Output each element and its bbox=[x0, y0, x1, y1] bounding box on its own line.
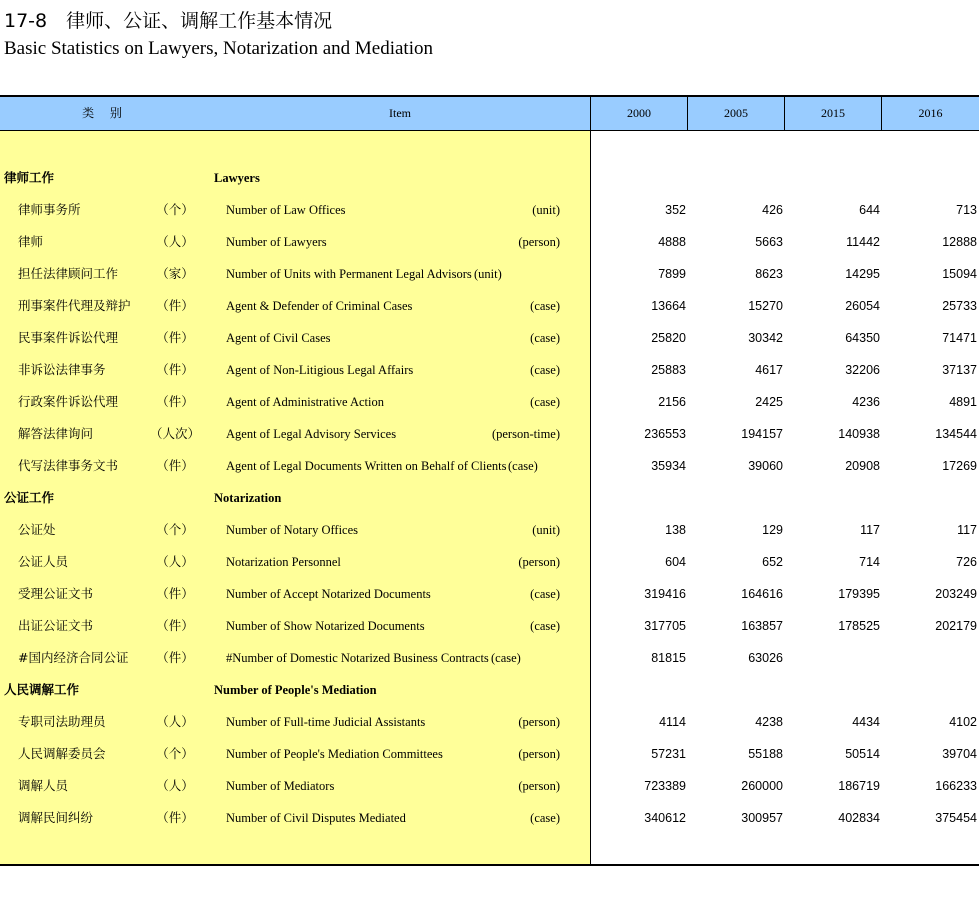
table-cell-value: 352 bbox=[665, 203, 686, 217]
row-label-en: Number of Mediators bbox=[226, 779, 335, 793]
row-label-zh: 专职司法助理员 bbox=[18, 714, 106, 729]
row-label-en: Number of People's Mediation Committees bbox=[226, 747, 443, 761]
row-unit-en: (case) bbox=[491, 651, 521, 665]
table-cell-value: 32206 bbox=[845, 363, 880, 377]
row-label-zh: 出证公证文书 bbox=[18, 618, 94, 633]
table-cell-value: 203249 bbox=[935, 587, 977, 601]
table-cell-value: 17269 bbox=[942, 459, 977, 473]
row-unit-en: (person) bbox=[518, 779, 560, 793]
row-unit-zh: （件） bbox=[156, 586, 194, 601]
row-label-zh: 公证处 bbox=[18, 522, 56, 537]
table-cell-value: 4114 bbox=[659, 715, 686, 729]
row-unit-en: (case) bbox=[508, 459, 538, 473]
row-unit-zh: （个） bbox=[156, 202, 194, 217]
table-cell-value: 4434 bbox=[852, 715, 880, 729]
row-label-en: Agent & Defender of Criminal Cases bbox=[226, 299, 413, 313]
table-cell-value: 604 bbox=[665, 555, 686, 569]
table-cell-value: 2425 bbox=[755, 395, 783, 409]
table-cell-value: 402834 bbox=[838, 811, 880, 825]
header-year-2000: 2000 bbox=[627, 106, 651, 120]
row-unit-zh: （件） bbox=[156, 650, 194, 665]
row-label-en: Agent of Non-Litigious Legal Affairs bbox=[226, 363, 414, 377]
row-unit-en: (person) bbox=[518, 747, 560, 761]
row-unit-en: (case) bbox=[530, 619, 560, 633]
row-unit-en: (unit) bbox=[532, 523, 560, 537]
table-cell-value: 15094 bbox=[942, 267, 977, 281]
table-cell-value: 134544 bbox=[935, 427, 977, 441]
table-cell-value: 39060 bbox=[748, 459, 783, 473]
row-unit-en: (unit) bbox=[474, 267, 502, 281]
row-unit-en: (case) bbox=[530, 587, 560, 601]
table-cell-value: 179395 bbox=[838, 587, 880, 601]
header-year-2015: 2015 bbox=[821, 106, 845, 120]
row-label-zh: 调解民间纠纷 bbox=[18, 810, 94, 825]
table-cell-value: 726 bbox=[956, 555, 977, 569]
table-cell-value: 375454 bbox=[935, 811, 977, 825]
row-label-en: Number of Show Notarized Documents bbox=[226, 619, 425, 633]
table-cell-value: 55188 bbox=[748, 747, 783, 761]
table-cell-value: 178525 bbox=[838, 619, 880, 633]
row-label-en: Agent of Legal Documents Written on Behalf of Clients bbox=[226, 459, 507, 473]
table-cell-value: 652 bbox=[762, 555, 783, 569]
table-cell-value: 25883 bbox=[651, 363, 686, 377]
table-cell-value: 81815 bbox=[651, 651, 686, 665]
table-cell-value: 714 bbox=[859, 555, 880, 569]
table-cell-value: 4102 bbox=[949, 715, 977, 729]
table-cell-value: 166233 bbox=[935, 779, 977, 793]
row-unit-zh: （件） bbox=[156, 330, 194, 345]
header-year-2005: 2005 bbox=[724, 106, 748, 120]
table-cell-value: 64350 bbox=[845, 331, 880, 345]
table-cell-value: 300957 bbox=[741, 811, 783, 825]
table-cell-value: 71471 bbox=[942, 331, 977, 345]
row-label-en: Number of Accept Notarized Documents bbox=[226, 587, 431, 601]
row-label-zh: 人民调解委员会 bbox=[18, 746, 106, 761]
row-unit-zh: （个） bbox=[156, 746, 194, 761]
table-cell-value: 4617 bbox=[755, 363, 783, 377]
table-cell-value: 129 bbox=[762, 523, 783, 537]
row-label-zh: 律师事务所 bbox=[18, 202, 81, 217]
table-cell-value: 63026 bbox=[748, 651, 783, 665]
section-title-zh: 律师工作 bbox=[4, 170, 55, 185]
table-cell-value: 202179 bbox=[935, 619, 977, 633]
row-unit-zh: （人次） bbox=[150, 426, 201, 441]
table-cell-value: 26054 bbox=[845, 299, 880, 313]
table-cell-value: 340612 bbox=[644, 811, 686, 825]
row-label-zh: 非诉讼法律事务 bbox=[18, 362, 106, 377]
section-title-en: Notarization bbox=[214, 491, 282, 505]
row-label-en: Agent of Legal Advisory Services bbox=[226, 427, 397, 441]
table-cell-value: 39704 bbox=[942, 747, 977, 761]
table-cell-value: 117 bbox=[860, 523, 880, 537]
row-unit-en: (person) bbox=[518, 715, 560, 729]
row-label-zh: 受理公证文书 bbox=[18, 586, 94, 601]
row-label-zh: 公证人员 bbox=[18, 554, 69, 569]
row-label-en: Agent of Administrative Action bbox=[226, 395, 384, 409]
row-label-zh: 民事案件诉讼代理 bbox=[18, 330, 119, 345]
row-label-zh: 律师 bbox=[18, 234, 44, 249]
table-cell-value: 13664 bbox=[651, 299, 686, 313]
row-unit-zh: （人） bbox=[156, 234, 194, 249]
row-label-zh: #国内经济合同公证 bbox=[18, 650, 129, 665]
table-cell-value: 37137 bbox=[942, 363, 977, 377]
table-bottom-rule bbox=[0, 864, 979, 866]
table-cell-value: 30342 bbox=[748, 331, 783, 345]
header-item-en: Item bbox=[389, 106, 411, 120]
table-cell-value: 138 bbox=[665, 523, 686, 537]
row-unit-zh: （人） bbox=[156, 554, 194, 569]
row-label-en: Number of Full-time Judicial Assistants bbox=[226, 715, 426, 729]
table-cell-value: 186719 bbox=[838, 779, 880, 793]
row-label-en: Agent of Civil Cases bbox=[226, 331, 331, 345]
table-cell-value: 723389 bbox=[644, 779, 686, 793]
row-unit-en: (person) bbox=[518, 235, 560, 249]
row-label-zh: 行政案件诉讼代理 bbox=[18, 394, 119, 409]
table-cell-value: 14295 bbox=[845, 267, 880, 281]
table-cell-value: 57231 bbox=[651, 747, 686, 761]
row-unit-en: (person) bbox=[518, 555, 560, 569]
page-title-zh: 17-8 律师、公证、调解工作基本情况 bbox=[4, 10, 333, 32]
row-unit-zh: （家） bbox=[156, 266, 194, 281]
table-cell-value: 4888 bbox=[658, 235, 686, 249]
table-cell-value: 163857 bbox=[741, 619, 783, 633]
table-cell-value: 164616 bbox=[741, 587, 783, 601]
table-cell-value: 11442 bbox=[846, 235, 880, 249]
table-cell-value: 4238 bbox=[755, 715, 783, 729]
row-label-en: Notarization Personnel bbox=[226, 555, 341, 569]
section-title-en: Number of People's Mediation bbox=[214, 683, 377, 697]
row-unit-zh: （件） bbox=[156, 618, 194, 633]
table-cell-value: 35934 bbox=[651, 459, 686, 473]
table-cell-value: 15270 bbox=[748, 299, 783, 313]
header-category-zh: 类 别 bbox=[82, 106, 128, 120]
row-unit-zh: （件） bbox=[156, 298, 194, 313]
table-cell-value: 426 bbox=[762, 203, 783, 217]
table-cell-value: 117 bbox=[957, 523, 977, 537]
table-cell-value: 236553 bbox=[644, 427, 686, 441]
row-label-en: Number of Units with Permanent Legal Advisors bbox=[226, 267, 472, 281]
table-cell-value: 25820 bbox=[651, 331, 686, 345]
table-cell-value: 5663 bbox=[755, 235, 783, 249]
table-cell-value: 12888 bbox=[942, 235, 977, 249]
section-title-en: Lawyers bbox=[214, 171, 260, 185]
header-year-2016: 2016 bbox=[918, 106, 943, 120]
table-cell-value: 319416 bbox=[644, 587, 686, 601]
row-unit-zh: （件） bbox=[156, 394, 194, 409]
table-cell-value: 260000 bbox=[741, 779, 783, 793]
row-label-en: Number of Lawyers bbox=[226, 235, 327, 249]
row-label-en: #Number of Domestic Notarized Business Contracts bbox=[226, 651, 489, 665]
row-unit-en: (person-time) bbox=[491, 427, 560, 441]
item-divider bbox=[590, 97, 591, 864]
row-label-en: Number of Notary Offices bbox=[226, 523, 359, 537]
table-cell-value: 317705 bbox=[644, 619, 686, 633]
row-label-zh: 解答法律询问 bbox=[18, 426, 94, 441]
table-cell-value: 644 bbox=[859, 203, 880, 217]
table-cell-value: 20908 bbox=[845, 459, 880, 473]
table-cell-value: 25733 bbox=[942, 299, 977, 313]
table-cell-value: 4891 bbox=[949, 395, 977, 409]
table-cell-value: 140938 bbox=[838, 427, 880, 441]
table-cell-value: 713 bbox=[956, 203, 977, 217]
row-label-zh: 调解人员 bbox=[18, 778, 69, 793]
row-label-zh: 代写法律事务文书 bbox=[18, 458, 119, 473]
section-title-zh: 公证工作 bbox=[4, 490, 55, 505]
row-unit-en: (case) bbox=[530, 299, 560, 313]
row-label-en: Number of Civil Disputes Mediated bbox=[226, 811, 406, 825]
row-unit-en: (case) bbox=[530, 363, 560, 377]
table-cell-value: 8623 bbox=[755, 267, 783, 281]
row-unit-en: (case) bbox=[530, 331, 560, 345]
row-unit-zh: （件） bbox=[156, 810, 194, 825]
row-unit-zh: （件） bbox=[156, 362, 194, 377]
row-unit-zh: （人） bbox=[156, 778, 194, 793]
table-cell-value: 50514 bbox=[845, 747, 880, 761]
row-label-en: Number of Law Offices bbox=[226, 203, 346, 217]
table-cell-value: 2156 bbox=[658, 395, 686, 409]
table-cell-value: 7899 bbox=[658, 267, 686, 281]
table-cell-value: 4236 bbox=[852, 395, 880, 409]
table-cell-value: 194157 bbox=[741, 427, 783, 441]
section-title-zh: 人民调解工作 bbox=[4, 682, 80, 697]
row-label-zh: 刑事案件代理及辩护 bbox=[18, 298, 131, 313]
row-unit-en: (case) bbox=[530, 395, 560, 409]
row-unit-zh: （个） bbox=[156, 522, 194, 537]
row-unit-en: (case) bbox=[530, 811, 560, 825]
row-unit-zh: （人） bbox=[156, 714, 194, 729]
page-title-en: Basic Statistics on Lawyers, Notarization and Mediation bbox=[4, 38, 433, 59]
row-unit-en: (unit) bbox=[532, 203, 560, 217]
row-label-zh: 担任法律顾问工作 bbox=[18, 266, 119, 281]
row-unit-zh: （件） bbox=[156, 458, 194, 473]
